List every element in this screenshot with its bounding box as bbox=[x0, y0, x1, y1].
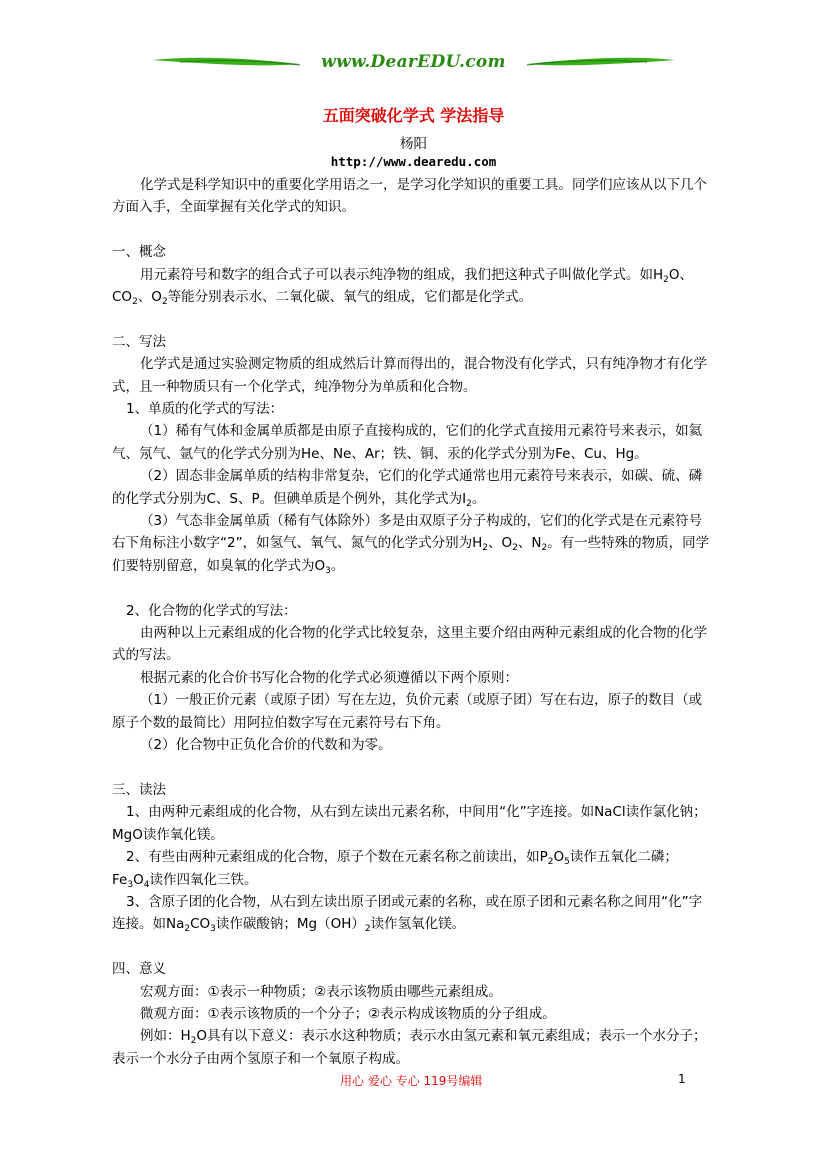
concept-paragraph: 用元素符号和数字的组合式子可以表示纯净物的组成，我们把这种式子叫做化学式。如$H_2O$、$CO_2$、$O_2$等能分别表示水、二氧化碳、氧气的组成，它们都是化学式。 bbox=[112, 266, 694, 308]
meaning-macro: 宏观方面：①表示一种物质；②表示该物质由哪些元素组成。 bbox=[140, 983, 502, 1000]
compounds-rule-2: （2）化合物中正负化合价的代数和为零。 bbox=[140, 737, 392, 754]
intro-paragraph: 化学式是科学知识中的重要化学用语之一，是学习化学知识的重要工具。同学们应该从以下几个方面入手，全面掌握有关化学式的知识。 bbox=[112, 177, 707, 216]
section-heading-writing: 二、写法 bbox=[112, 333, 166, 350]
subheading-elements: 1、单质的化学式的写法： bbox=[126, 401, 284, 418]
reading-rule-1: 1、由两种元素组成的化合物，从右到左读出元素名称，中间用“化”字连接。如NaCl读作氯化钠；MgO读作氧化镁。 bbox=[112, 804, 707, 843]
compounds-rule-1: （1）一般正价元素（或原子团）写在左边，负价元素（或原子团）写在右边，原子的数目（或原子个数的最简比）用阿拉伯数字写在元素符号右下角。 bbox=[112, 692, 703, 731]
banner-site-name: www.DearEDU.com bbox=[321, 52, 506, 72]
section-heading-meaning: 四、意义 bbox=[112, 961, 166, 978]
footer-slogan: 用心 爱心 专心 119号编辑 bbox=[340, 1074, 483, 1088]
source-url: http://www.dearedu.com bbox=[330, 154, 497, 169]
reading-rule-2: 2、有些由两种元素组成的化合物，原子个数在元素名称之前读出，如$P_2O_5$读作五氧化二磷；$Fe_3O_4$读作四氧化三铁。 bbox=[112, 849, 678, 890]
subheading-compounds: 2、化合物的化学式的写法： bbox=[126, 602, 297, 619]
compounds-paragraph-1: 由两种以上元素组成的化合物的化学式比较复杂，这里主要介绍由两种元素组成的化合物的化学式的写法。 bbox=[112, 625, 707, 664]
article-body bbox=[112, 174, 715, 1070]
elements-rule-2: （2）固态非金属单质的结构非常复杂，它们的化学式通常也用元素符号来表示，如碳、硫、磷的化学式分别为C、S、P。但碘单质是个例外，其化学式为$I_2$。 bbox=[112, 468, 703, 509]
elements-rule-1: （1）稀有气体和金属单质都是由原子直接构成的，它们的化学式直接用元素符号来表示，如氦气、氖气、氩气的化学式分别为He、Ne、Ar；铁、铜、汞的化学式分别为Fe、Cu、Hg。 bbox=[112, 423, 703, 462]
reading-rule-3: 3、含原子团的化合物，从右到左读出原子团或元素的名称，或在原子团和元素名称之间用“化”字连接。如$Na_2CO_3$读作碳酸钠；$Mg(OH)_2$读作氢氧化镁。 bbox=[112, 893, 703, 935]
writing-paragraph: 化学式是通过实验测定物质的组成然后计算而得出的，混合物没有化学式，只有纯净物才有化学式，且一种物质只有一个化学式，纯净物分为单质和化合物。 bbox=[112, 356, 707, 395]
section-heading-reading: 三、读法 bbox=[112, 781, 166, 798]
meaning-micro: 微观方面：①表示该物质的一个分子；②表示构成该物质的分子组成。 bbox=[140, 1005, 556, 1022]
meaning-example: 例如：$H_2O$具有以下意义：表示水这种物质；表示水由氢元素和氧元素组成；表示一个水分子；表示一个水分子由两个氢原子和一个氧原子构成。 bbox=[112, 1028, 707, 1067]
site-banner bbox=[150, 48, 677, 80]
page-number: 1 bbox=[678, 1072, 686, 1086]
elements-rule-3: （3）气态非金属单质（稀有气体除外）多是由双原子分子构成的，它们的化学式是在元素符号右下角标注小数字“2”，如氢气、氧气、氮气的化学式分别为$H_2$、$O_2$、$N_2$。有一些特殊的物质，同学们要特别留意，如臭氧的化学式为$O_3$。 bbox=[112, 513, 710, 576]
compounds-paragraph-2: 根据元素的化合价书写化合物的化学式必须遵循以下两个原则： bbox=[140, 669, 518, 686]
author-name: 杨阳 bbox=[400, 136, 427, 152]
section-heading-concept: 一、概念 bbox=[112, 244, 166, 261]
page-title: 五面突破化学式 学法指导 bbox=[322, 106, 505, 125]
